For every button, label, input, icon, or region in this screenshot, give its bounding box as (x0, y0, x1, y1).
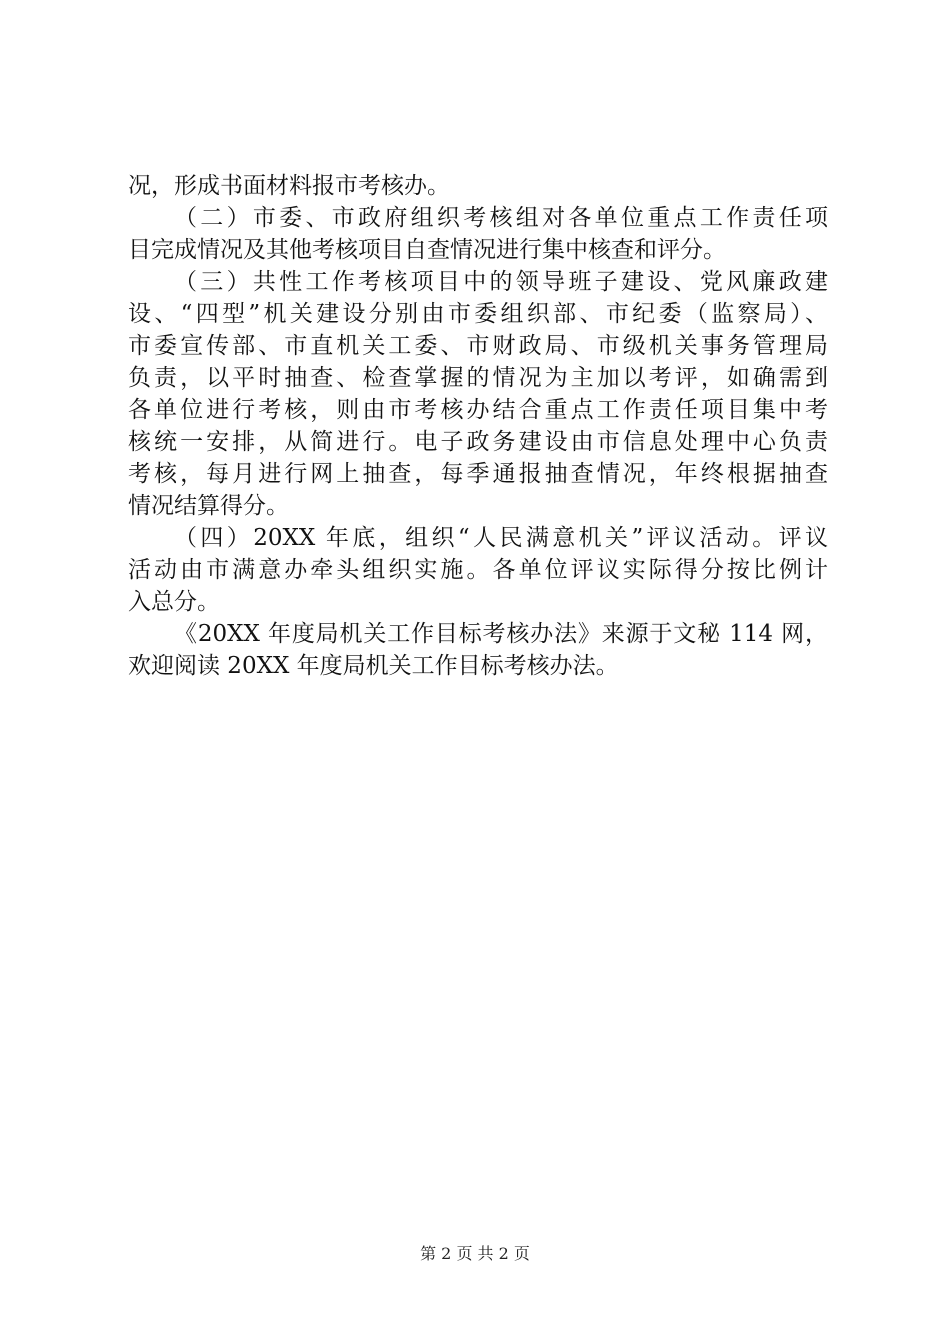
text-line: 各单位进行考核，则由市考核办结合重点工作责任项目集中考 (128, 397, 828, 423)
document-body (128, 170, 828, 682)
text-line: 入总分。 (128, 589, 220, 615)
text-line: 考核，每月进行网上抽查，每季通报抽查情况，年终根据抽查 (128, 461, 828, 487)
text-line: 市委宣传部、市直机关工委、市财政局、市级机关事务管理局 (128, 333, 828, 359)
text-line: （四）20XX 年底，组织“人民满意机关”评议活动。评议 (174, 525, 828, 551)
text-line: 况，形成书面材料报市考核办。 (128, 173, 450, 199)
text-line: 欢迎阅读 20XX 年度局机关工作目标考核办法。 (128, 653, 619, 679)
text-line: 活动由市满意办牵头组织实施。各单位评议实际得分按比例计 (128, 557, 828, 583)
text-line: 情况结算得分。 (128, 493, 289, 519)
text-line: 目完成情况及其他考核项目自查情况进行集中核查和评分。 (128, 237, 726, 263)
text-line: （二）市委、市政府组织考核组对各单位重点工作责任项 (174, 205, 828, 231)
page-footer: 第 2 页 共 2 页 (420, 1244, 530, 1263)
text-line: 《20XX 年度局机关工作目标考核办法》来源于文秘 114 网， (174, 621, 828, 647)
text-line: （三）共性工作考核项目中的领导班子建设、党风廉政建 (174, 269, 828, 295)
text-line: 设、“四型”机关建设分别由市委组织部、市纪委（监察局）、 (128, 301, 828, 327)
text-line: 负责，以平时抽查、检查掌握的情况为主加以考评，如确需到 (128, 365, 828, 391)
text-line: 核统一安排，从简进行。电子政务建设由市信息处理中心负责 (128, 429, 828, 455)
